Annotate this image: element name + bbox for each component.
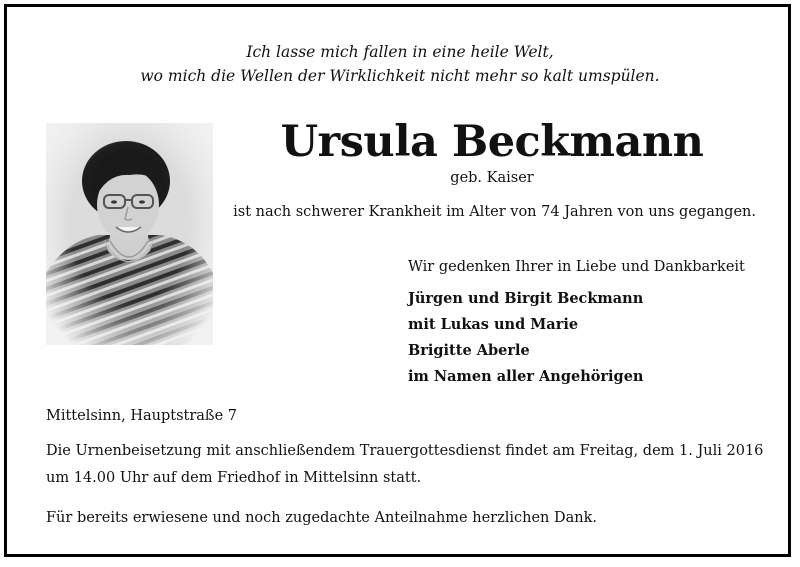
ceremony-line-1: Die Urnenbeisetzung mit anschließendem Trauergottesdienst findet am Freitag, dem 1. Juli 2016 (46, 443, 764, 459)
ceremony-line-2: um 14.00 Uhr auf dem Friedhof in Mittelsinn statt. (46, 470, 422, 486)
mourner-line: Brigitte Aberle (408, 342, 530, 359)
quote-line-1: Ich lasse mich fallen in eine heile Welt, (246, 43, 554, 61)
mourner-line: Jürgen und Birgit Beckmann (408, 290, 644, 307)
ceremony-info (46, 440, 763, 494)
address: Mittelsinn, Hauptstraße 7 (46, 408, 238, 424)
death-notice: ist nach schwerer Krankheit im Alter von 74 Jahren von uns gegangen. (233, 204, 756, 220)
mourner-line: mit Lukas und Marie (408, 316, 579, 333)
thanks-line: Für bereits erwiesene und noch zugedachte Anteilnahme herzlichen Dank. (46, 510, 597, 526)
birth-name: geb. Kaiser (450, 170, 534, 186)
quote-line-2: wo mich die Wellen der Wirklichkeit nicht mehr so kalt umspülen. (140, 67, 660, 85)
deceased-name: Ursula Beckmann (280, 117, 704, 167)
mourners-list (408, 286, 643, 390)
remembrance-line: Wir gedenken Ihrer in Liebe und Dankbarkeit (408, 259, 745, 275)
portrait-photo (46, 123, 213, 345)
mourner-line: im Namen aller Angehörigen (408, 368, 644, 385)
